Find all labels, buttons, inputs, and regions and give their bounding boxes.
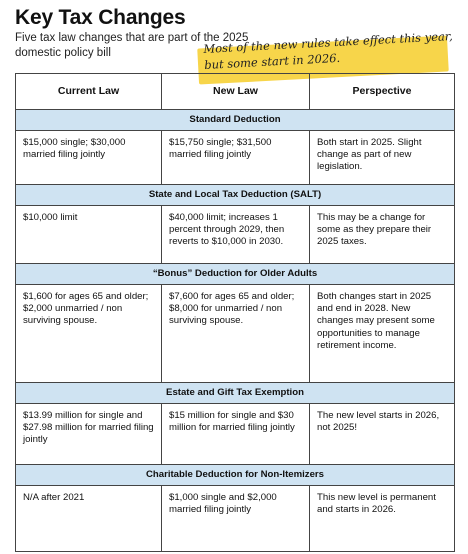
current-law-cell: N/A after 2021 (16, 486, 162, 551)
section-heading-salt: State and Local Tax Deduction (SALT) (16, 185, 454, 206)
table-row (16, 285, 454, 383)
page-subtitle: Five tax law changes that are part of the 2025 domestic policy bill (15, 32, 249, 59)
column-header-current-law: Current Law (16, 74, 162, 110)
section-heading-charitable: Charitable Deduction for Non-Itemizers (16, 465, 454, 486)
section-heading-bonus-deduction: “Bonus” Deduction for Older Adults (16, 264, 454, 285)
table-row (16, 404, 454, 465)
perspective-cell: Both start in 2025. Slight change as part of new legislation. (310, 131, 454, 185)
table-header-row (16, 74, 454, 110)
perspective-cell: This may be a change for some as they prepare their 2025 taxes. (310, 206, 454, 264)
perspective-cell: The new level starts in 2026, not 2025! (310, 404, 454, 465)
current-law-cell: $13.99 million for single and $27.98 million for married filing jointly (16, 404, 162, 465)
column-header-perspective: Perspective (310, 74, 454, 110)
new-law-cell: $15,750 single; $31,500 married filing jointly (162, 131, 310, 185)
current-law-cell: $15,000 single; $30,000 married filing jointly (16, 131, 162, 185)
tax-changes-table (15, 73, 455, 552)
table-row (16, 486, 454, 551)
new-law-cell: $1,000 single and $2,000 married filing jointly (162, 486, 310, 551)
new-law-cell: $40,000 limit; increases 1 percent through 2029, then reverts to $10,000 in 2030. (162, 206, 310, 264)
section-heading-estate-gift: Estate and Gift Tax Exemption (16, 383, 454, 404)
page-title: Key Tax Changes (15, 6, 186, 29)
column-header-new-law: New Law (162, 74, 310, 110)
perspective-cell: This new level is permanent and starts in 2026. (317, 492, 436, 516)
section-heading-standard-deduction: Standard Deduction (16, 110, 454, 131)
new-law-cell: $15 million for single and $30 million for married filing jointly (162, 404, 310, 465)
perspective-cell: Both changes start in 2025 and end in 2028. New changes may present some opportunities to manage retirement income. (310, 285, 454, 383)
table-row (16, 131, 454, 185)
current-law-cell: $10,000 limit (16, 206, 162, 264)
table-row (16, 206, 454, 264)
current-law-cell: $1,600 for ages 65 and older; $2,000 unmarried / non surviving spouse. (16, 285, 162, 383)
handwritten-annotation: Most of the new rules take effect this year, but some start in 2026. (203, 28, 454, 72)
new-law-cell: $7,600 for ages 65 and older; $8,000 for unmarried / non surviving spouse. (162, 285, 310, 383)
